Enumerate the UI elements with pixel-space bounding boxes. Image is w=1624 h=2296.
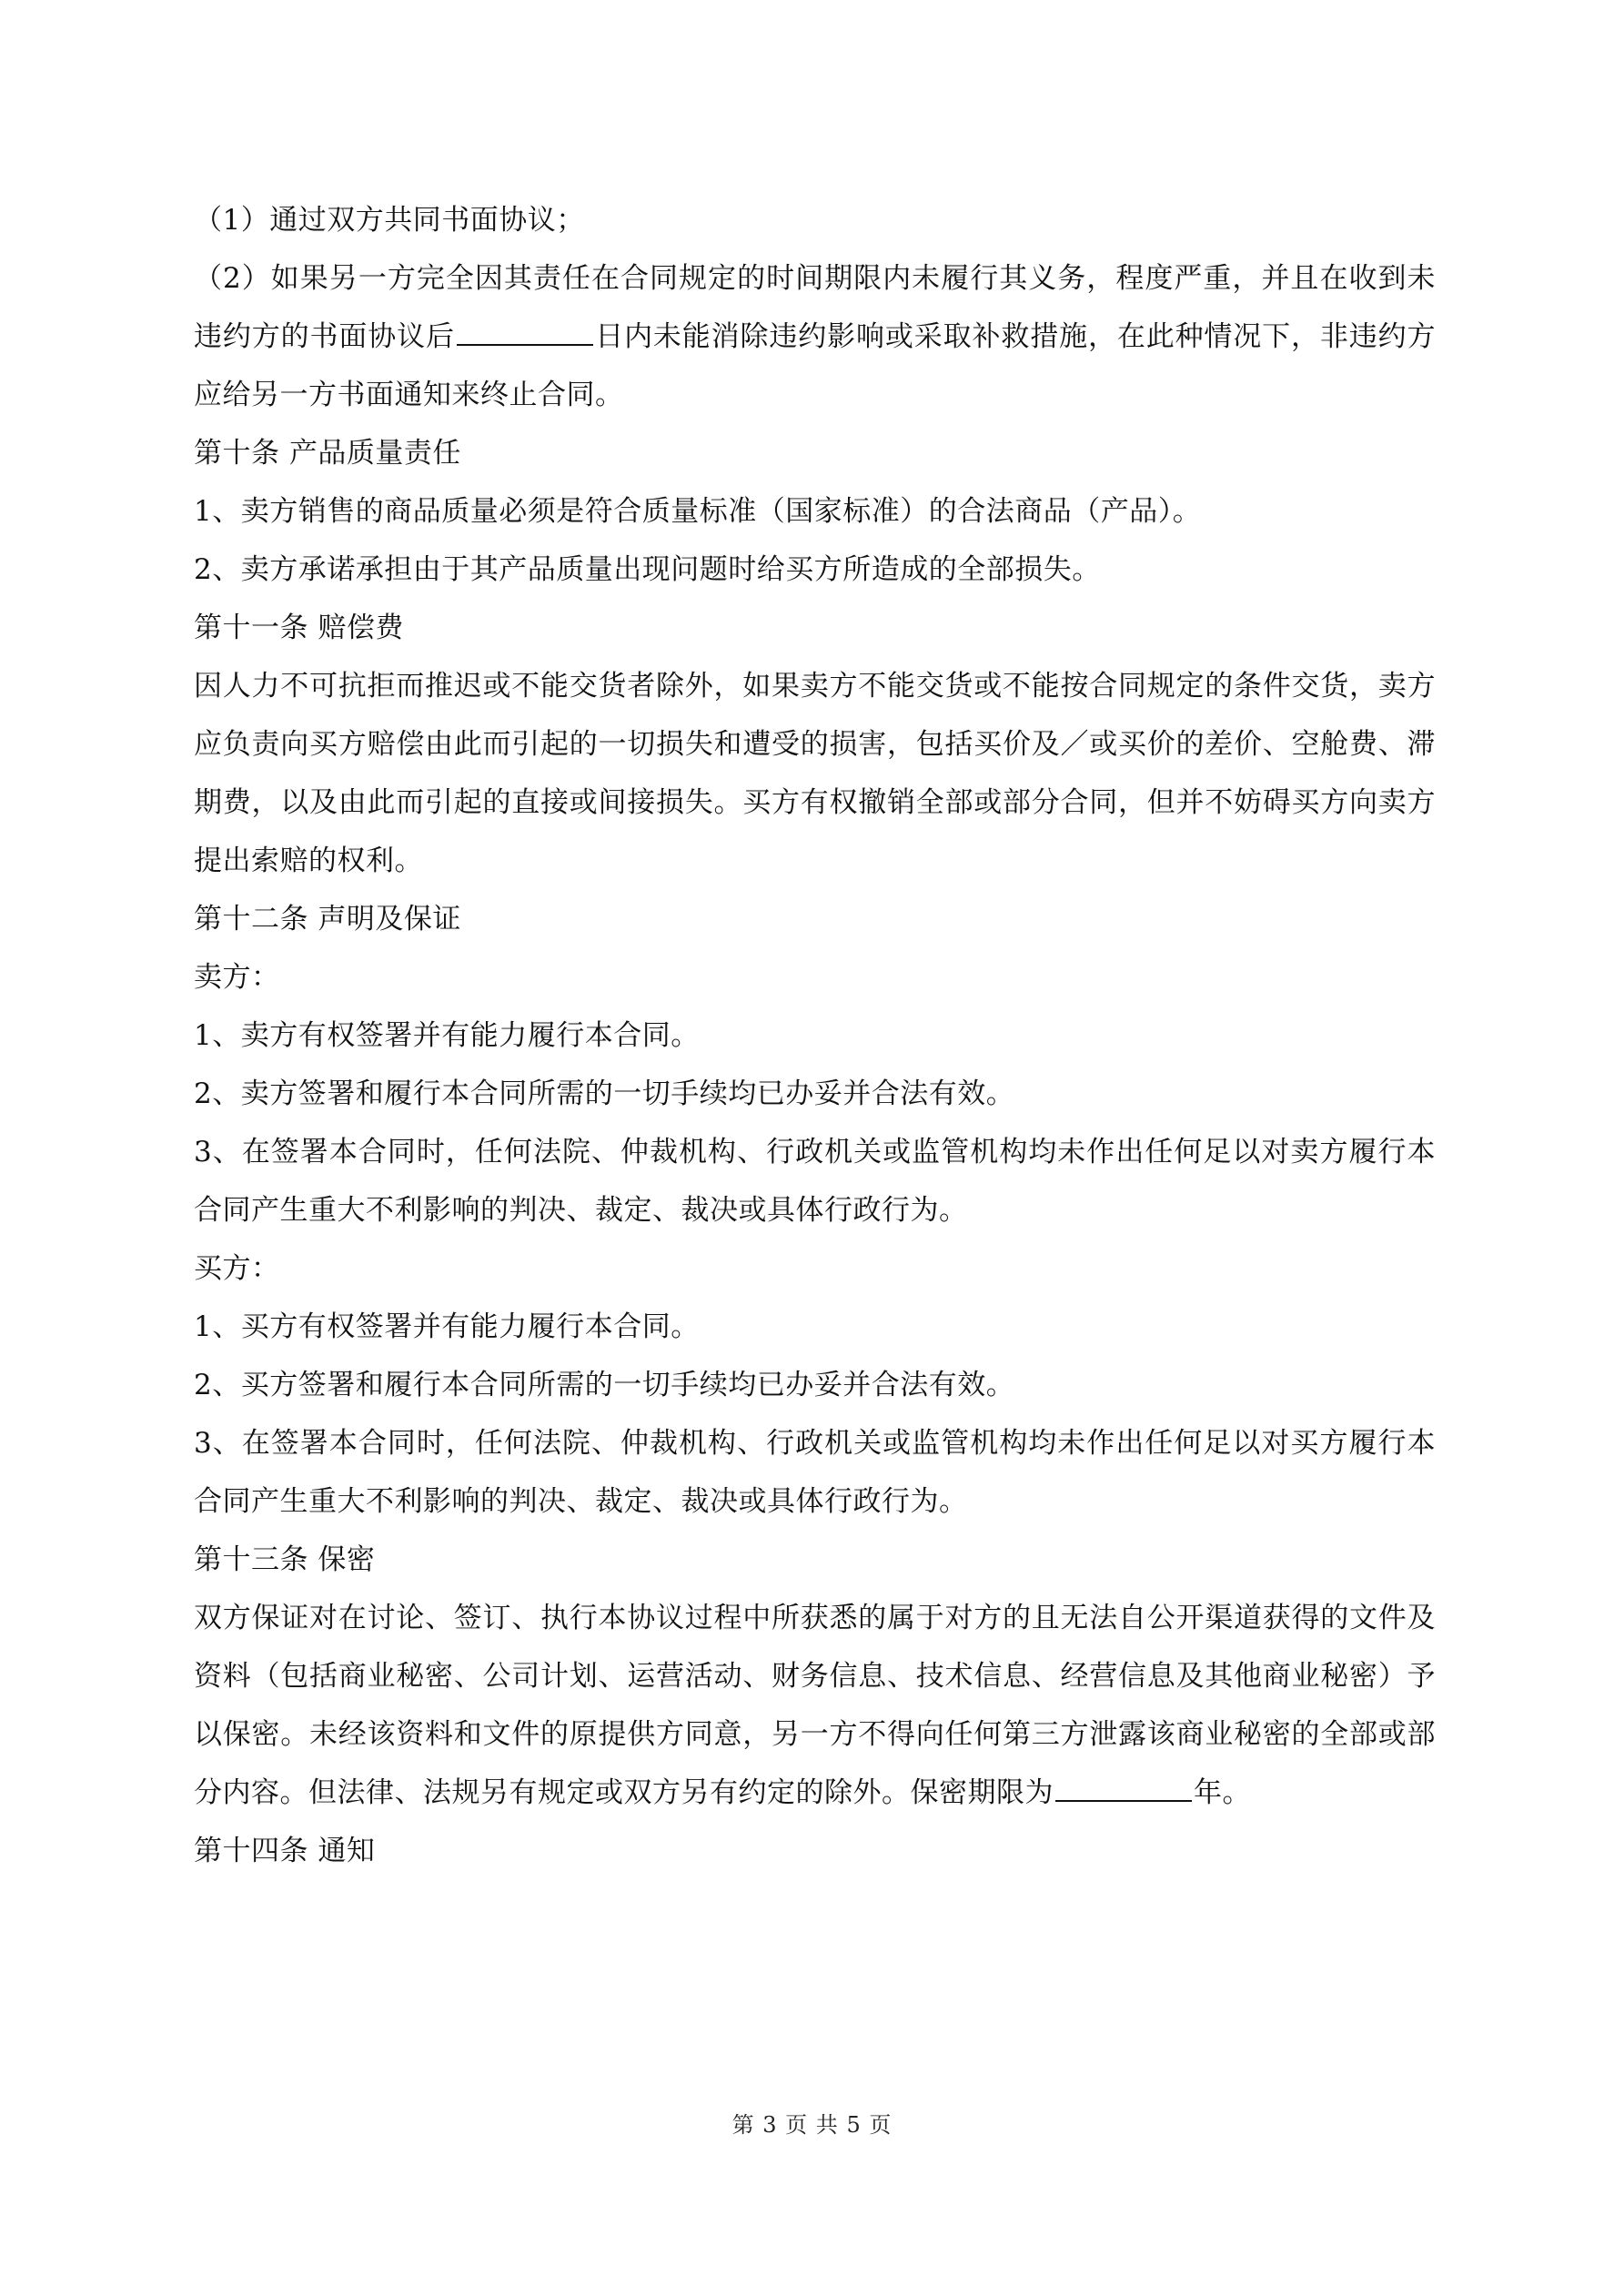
clause13-text-a: 双方保证对在讨论、签订、执行本协议过程中所获悉的属于对方的且无法自公开渠道获得的文件及资料（包括商业秘密、公司计划、运营活动、财务信息、技术信息、经营信息及其他商业秘密）予以保密。未经该资料和文件的原提供方同意，另一方不得向任何第三方泄露该商业秘密的全部或部分内容。但法律、法规另有规定或双方另有约定的除外。保密期限为 (194, 1602, 1436, 1809)
clause11-p1: 因人力不可抗拒而推迟或不能交货者除外，如果卖方不能交货或不能按合同规定的条件交货，卖方应负责向买方赔偿由此而引起的一切损失和遭受的损害，包括买价及／或买价的差价、空舱费、滞期费，以及由此而引起的直接或间接损失。买方有权撤销全部或部分合同，但并不妨碍买方向卖方提出索赔的权利。 (194, 670, 1436, 877)
clause9-item2-text-b: 日内未能消除违约影响或采取补救措施，在此种情况下，非违约方应给另一方书面通知来终止合同。 (194, 320, 1437, 411)
clause9-item2-text-a: （2）如果另一方完全因其责任在合同规定的时间期限内未履行其义务，程度严重，并且在收到未违约方的书面协议后 (194, 262, 1436, 353)
clause10-p1: 1、卖方销售的商品质量必须是符合质量标准（国家标准）的合法商品（产品）。 (194, 495, 1202, 528)
clause12-heading: 第十二条 声明及保证 (194, 903, 461, 936)
confidentiality-years-blank-field (1055, 1773, 1192, 1802)
clause11-heading: 第十一条 赔偿费 (194, 612, 404, 644)
clause9-item1: （1）通过双方共同书面协议； (194, 204, 585, 237)
clause13-p1 (194, 1589, 1436, 1822)
buyer-p3: 3、在签署本合同时，任何法院、仲裁机构、行政机关或监管机构均未作出任何足以对买方履行本合同产生重大不利影响的判决、裁定、裁决或具体行政行为。 (194, 1427, 1436, 1518)
clause13-text-b: 年。 (1194, 1776, 1251, 1809)
buyer-label: 买方： (194, 1252, 280, 1285)
clause13-heading: 第十三条 保密 (194, 1543, 376, 1576)
buyer-p2: 2、买方签署和履行本合同所需的一切手续均已办妥并合法有效。 (194, 1369, 1015, 1401)
page-number-footer: 第 3 页 共 5 页 (731, 2112, 893, 2138)
days-blank-field (457, 317, 593, 346)
document-body (194, 191, 1436, 1880)
clause14-heading: 第十四条 通知 (194, 1835, 376, 1867)
clause9-item2 (194, 249, 1436, 424)
seller-p3: 3、在签署本合同时，任何法院、仲裁机构、行政机关或监管机构均未作出任何足以对卖方履行本合同产生重大不利影响的判决、裁定、裁决或具体行政行为。 (194, 1136, 1436, 1227)
seller-label: 卖方： (194, 961, 280, 994)
seller-p2: 2、卖方签署和履行本合同所需的一切手续均已办妥并合法有效。 (194, 1077, 1015, 1110)
clause10-p2: 2、卖方承诺承担由于其产品质量出现问题时给买方所造成的全部损失。 (194, 553, 1101, 586)
clause10-heading: 第十条 产品质量责任 (194, 437, 461, 470)
seller-p1: 1、卖方有权签署并有能力履行本合同。 (194, 1019, 700, 1052)
buyer-p1: 1、买方有权签署并有能力履行本合同。 (194, 1310, 700, 1343)
